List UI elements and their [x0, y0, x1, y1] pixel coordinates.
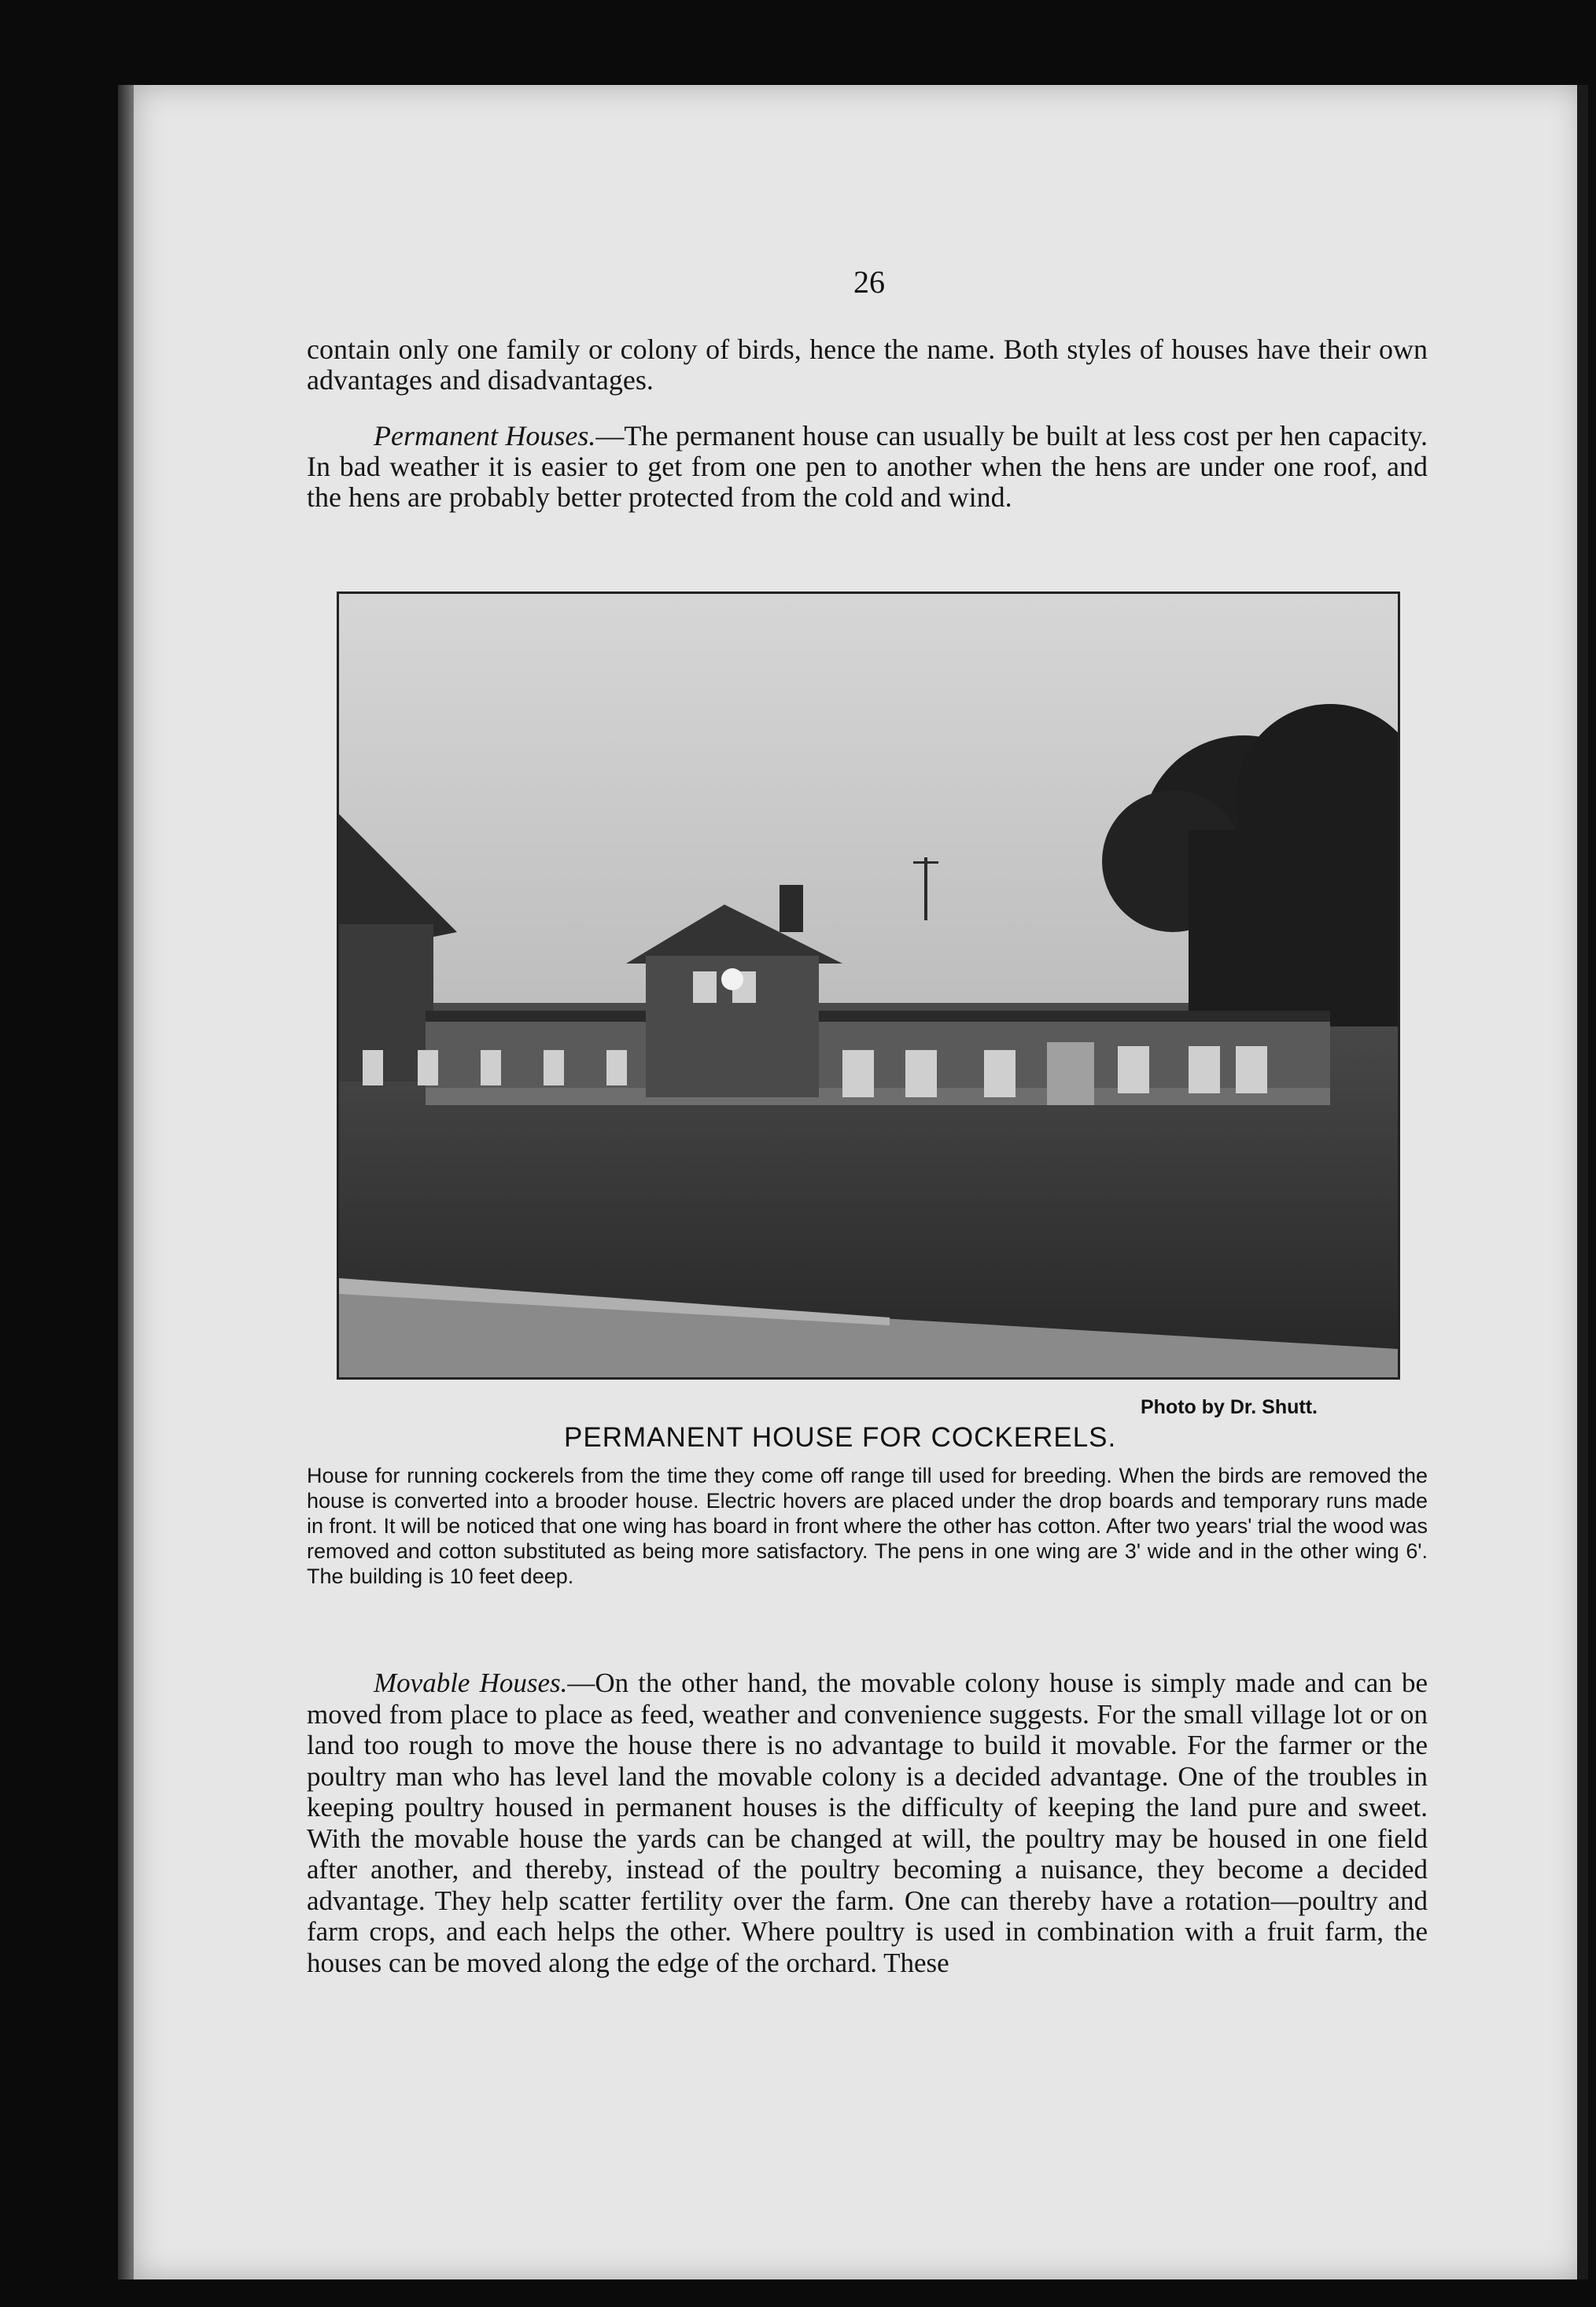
movable-houses-paragraph — [307, 1668, 1428, 1978]
page-number: 26 — [853, 264, 885, 300]
permanent-houses-text: —The permanent house can usually be built at less cost per hen capacity. In bad weather it is easier to get from one pen to another when the hens are under one roof, and the hens are probably better protected from the cold and wind. — [307, 420, 1428, 513]
movable-houses-text: —On the other hand, the movable colony house is simply made and can be moved from place to place as feed, weather and convenience suggests. For the small village lot or on land too rough to move the house there is no advantage to build it movable. For the farmer or the poultry man who has level land the movable colony is a decided advantage. One of the troubles in keeping poultry housed in permanent houses is the difficulty of keeping the land pure and sweet. With the movable house the yards can be changed at will, the poultry may be housed in one field after another, and thereby, instead of the poultry becoming a nuisance, they become a decided advantage. They help scatter fertility over the farm. One can thereby have a rotation—poultry and farm crops, and each helps the other. Where poultry is used in combination with a fruit farm, the houses can be moved along the edge of the orchard. These — [307, 1668, 1428, 1978]
permanent-house-photo — [337, 591, 1400, 1380]
permanent-house-photo-image — [339, 594, 1398, 1377]
photo-credit: Photo by Dr. Shutt. — [1141, 1396, 1318, 1418]
permanent-houses-paragraph — [307, 421, 1428, 513]
page-right-edge — [1577, 85, 1588, 2279]
permanent-houses-heading: Permanent Houses. — [374, 420, 596, 451]
figure-caption: House for running cockerels from the time they come off range till used for breeding. When the birds are removed the house is converted into a brooder house. Electric hovers are placed under the drop boards and temporary runs made in front. It will be noticed that one wing has board in front where the other has cotton. After two years' trial the wood was removed and cotton substituted as being more satisfactory. The pens in one wing are 3' wide and in the other wing 6'. The building is 10 feet deep. — [307, 1464, 1428, 1588]
figure-title: PERMANENT HOUSE FOR COCKERELS. — [564, 1422, 1117, 1453]
movable-houses-heading: Movable Houses. — [374, 1668, 568, 1698]
intro-paragraph: contain only one family or colony of birds, hence the name. Both styles of houses have their own advantages and disadvantages. — [307, 334, 1428, 396]
